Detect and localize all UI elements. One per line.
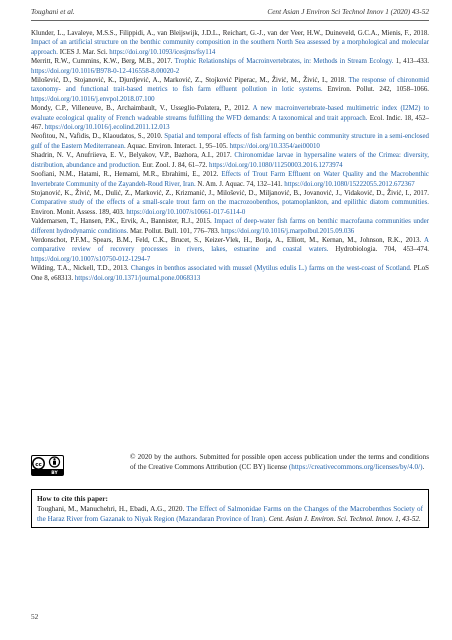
reference-authors: Neofitou, N., Vafidis, D., Klaoudatos, S., 2010. — [31, 133, 165, 141]
reference-item — [31, 76, 429, 104]
running-header-authors: Toughani et al. — [31, 7, 75, 16]
reference-title-link[interactable]: Effects of Trout Farm Effluent on Water Quality and the Macrobenthic Invertebrate Community of the Zayandeh-Roud River, Iran. — [31, 171, 429, 188]
reference-authors: Milošević, D., Stojanović, K., Djurdjević, A., Marković, Z., Stojković Piperac, M., Živić, M., Živić, I., 2018. — [31, 77, 349, 85]
reference-item — [31, 29, 429, 57]
reference-item — [31, 236, 429, 264]
reference-doi-link[interactable]: https://doi.org/10.1080/11250003.2016.1273974 — [209, 161, 343, 169]
reference-source: Hydrobiologia. 704, 453–474. — [328, 246, 429, 254]
citation-text: Toughani, M., Manuchehri, H., Ebadi, A.G., 2020. The Effect of Salmonidae Farms on the Changes of the Macrobenthos Society of the Haraz River from Gazanak to Niyak Region (Mazandaran Province of Iran). Cent. Asian J. Environ. Sci. Technol. Innov. 1, 43-52. — [37, 505, 423, 524]
reference-title-link[interactable]: Trophic Relationships of Macroinvertebrates, in: Methods in Stream Ecology. — [174, 58, 394, 66]
reference-item — [31, 132, 429, 151]
reference-authors: Klunder, L., Lavaleye, M.S.S., Filippidi, A., van Bleijswijk, J.D.L., Reichart, G.-J., van der Veer, H.W., Duineveld, G.C.A., Mienis, F., 2018. — [31, 30, 429, 37]
running-header-journal: Cent Asian J Environ Sci Technol Innov 1 (2020) 43-52 — [267, 7, 429, 16]
reference-item — [31, 151, 429, 170]
reference-authors: Mondy, C.P., Villeneuve, B., Archaimbault, V., Usseglio-Polatera, P., 2012. — [31, 105, 253, 113]
reference-title-link[interactable]: A comparative review of recovery processes in rivers, lakes, estuarine and coastal waters. — [31, 236, 429, 254]
reference-source: Environ. Monit. Assess. 189, 403. — [31, 208, 127, 216]
citation-box — [31, 489, 429, 528]
reference-doi-link[interactable]: https://doi.org/10.1080/15222055.2012.672367 — [284, 180, 415, 188]
reference-title-link[interactable]: Impact of deep-water fish farms on benthic macrofauna communities under different hydrodynamic conditions. — [31, 218, 430, 235]
reference-item — [31, 217, 429, 236]
reference-title-link[interactable]: The response of chironomid taxonomy- and functional trait-based metrics to fish farm effluent pollution in lotic systems. — [31, 77, 430, 94]
reference-source: Aquac. Environ. Interact. 1, 95–105. — [125, 142, 230, 150]
reference-list — [31, 29, 429, 283]
reference-authors: Shadrin, N. V., Anufriieva, E. V., Belyakov, V.P., Bazhora, A.I., 2017. — [31, 152, 235, 160]
reference-title-link[interactable]: Impact of an artificial structure on the benthic community composition in the southern North Sea assessed by a morphological and molecular approach. — [31, 39, 429, 56]
reference-authors: Merritt, R.W., Cummins, K.W., Berg, M.B., 2017. — [31, 58, 175, 66]
page-number: 52 — [31, 612, 39, 621]
reference-authors: Verdonschot, P.F.M., Spears, B.M., Feld, C.K., Brucet, S., Keizer-Vlek, H., Borja, A., Elliott, M., Kernan, M., Johnson, R.K., 2013. — [31, 236, 425, 244]
reference-source: Mar. Pollut. Bull. 101, 776–783. — [128, 227, 222, 235]
reference-source: ICES J. Mar. Sci. — [57, 48, 110, 56]
reference-doi-link[interactable]: https://doi.org/10.1016/B978-0-12-416558-8.00020-2 — [31, 67, 180, 75]
reference-item — [31, 264, 429, 283]
svg-text:BY: BY — [51, 471, 58, 476]
reference-doi-link[interactable]: https://doi.org/10.1093/icesjms/fsy114 — [109, 48, 216, 56]
reference-source: N. Am. J. Aquac. 74, 132–141. — [195, 180, 285, 188]
reference-source: PLoS One 8, e68313. — [31, 265, 430, 282]
reference-doi-link[interactable]: https://doi.org/10.1007/s10661-017-6114-0 — [126, 208, 246, 216]
reference-doi-link[interactable]: https://doi.org/10.1007/s10750-012-1294-7 — [31, 255, 151, 263]
cc-by-license-icon[interactable] — [31, 455, 64, 476]
reference-source: 1, 413–433. — [393, 58, 429, 66]
reference-source: Ecol. Indic. 18, 452–467. — [31, 114, 429, 132]
reference-doi-link[interactable]: https://doi.org/10.1016/j.ecolind.2011.12.013 — [44, 124, 170, 132]
license-link[interactable]: (https://creativecommons.org/licenses/by/4.0/) — [288, 463, 423, 472]
reference-authors: Soofiani, N.M., Hatami, R., Hemami, M.R., Ebrahimi, E., 2012. — [31, 171, 222, 179]
citation-title-link[interactable]: The Effect of Salmonidae Farms on the Changes of the Macrobenthos Society of the Haraz River from Gazanak to Niyak Region (Mazandaran Province of Iran). — [37, 505, 423, 524]
reference-authors: Wilding, T.A., Nickell, T.D., 2013. — [31, 265, 131, 273]
reference-title-link[interactable]: A new macroinvertebrate-based multimetric index (I2M2) to evaluate ecological quality of French wadeable streams fulfilling the WFD demands: A taxonomical and trait approach. — [31, 105, 429, 122]
reference-doi-link[interactable]: https://doi.org/10.1371/journal.pone.0068313 — [74, 274, 201, 282]
reference-title-link[interactable]: Changes in benthos associated with mussel (Mytilus edulis L.) farms on the west-coast of Scotland. — [130, 265, 412, 273]
reference-authors: Valdemarsen, T., Hansen, P.K., Ervik, A., Bannister, R.J., 2015. — [31, 218, 215, 226]
reference-title-link[interactable]: Chironomidae larvae in hypersaline waters of the Crimea: diversity, distribution, abundance and production. — [31, 152, 429, 169]
license-text: © 2020 by the authors. Submitted for possible open access publication under the terms and conditions of the Creative Commons Attribution (CC BY) license (https://creativecommons.org/licenses/by/4.0/). — [130, 453, 429, 472]
reference-item — [31, 170, 429, 189]
reference-doi-link[interactable]: https://doi.org/10.3354/aei00010 — [229, 142, 320, 150]
reference-item — [31, 57, 429, 76]
reference-doi-link[interactable]: https://doi.org/10.1016/j.marpolbul.2015.09.036 — [221, 227, 355, 235]
reference-title-link[interactable]: Spatial and temporal effects of fish farming on benthic community structure in a semi-enclosed gulf of the Eastern Mediterranean. — [31, 133, 429, 150]
reference-item — [31, 104, 429, 132]
reference-authors: Stojanović, K., Živić, M., Dulić, Z., Marković, Z., Krizmanić, J., Milošević, D., Miljanović, B., Jovanović, J., Vidaković, D., Živić, I., 2017. — [31, 189, 429, 197]
reference-item — [31, 189, 429, 217]
svg-text:cc: cc — [35, 461, 42, 468]
header-divider — [31, 20, 429, 21]
reference-title-link[interactable]: Comparative study of the effects of a small-scale trout farm on the macrozoobenthos, potamoplankton, and epilithic diatom communities. — [31, 199, 429, 207]
reference-source: Eur. Zool. J. 84, 61–72. — [140, 161, 209, 169]
reference-doi-link[interactable]: https://doi.org/10.1016/j.envpol.2018.07.100 — [31, 95, 155, 103]
citation-heading: How to cite this paper: — [37, 494, 108, 503]
reference-source: Environ. Pollut. 242, 1058–1066. — [322, 86, 429, 94]
